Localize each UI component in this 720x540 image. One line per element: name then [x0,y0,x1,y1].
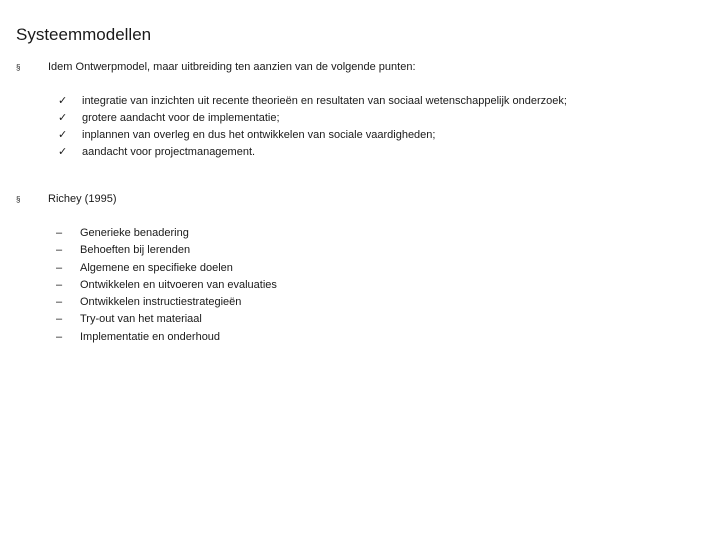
list-item [56,277,656,294]
list-item-text: inplannen van overleg en dus het ontwikkelen van sociale vaardigheden; [82,129,436,141]
list-item [56,242,656,259]
list-item-text: Implementatie en onderhoud [80,330,221,343]
list-item-text: Generieke benadering [80,227,189,239]
bullet-text: Idem Ontwerpmodel, maar uitbreiding ten aanzien van de volgende punten: [48,61,416,73]
list-item-text: grotere aandacht voor de implementatie; [82,112,280,124]
dash-icon: – [56,227,63,239]
dash-icon: – [56,278,63,291]
list-item [56,260,656,277]
dash-icon: – [56,296,63,309]
list-item [58,144,698,161]
list-item [58,127,698,144]
list-item-text: Try-out van het materiaal [80,313,202,326]
dash-icon: – [56,330,63,343]
square-bullet-icon: § [16,63,21,72]
list-item [56,329,656,346]
checkmark-icon: ✓ [58,112,68,124]
list-item-text: Algemene en specifieke doelen [80,261,233,274]
dash-icon: – [56,313,63,326]
list-item-text: Ontwikkelen en uitvoeren van evaluaties [80,278,277,291]
list-item-text: integratie van inzichten uit recente theorieën en resultaten van sociaal wetenschappelijk onderzoek; [82,95,567,107]
checkmark-icon: ✓ [58,146,68,158]
list-item-text: aandacht voor projectmanagement. [82,146,256,158]
checkmark-list [58,93,698,161]
bullet-text: Richey (1995) [48,193,117,205]
dash-list [56,225,656,346]
slide-title: Systeemmodellen [16,25,152,44]
list-item-text: Behoeften bij lerenden [80,244,191,257]
checkmark-icon: ✓ [58,95,68,107]
square-bullet-icon: § [16,195,21,204]
checkmark-icon: ✓ [58,129,68,141]
list-item [56,294,656,311]
dash-icon: – [56,261,63,274]
list-item [58,93,698,110]
list-item [56,225,656,242]
list-item [56,311,656,328]
list-item-text: Ontwikkelen instructiestrategieën [80,296,242,309]
dash-icon: – [56,244,63,257]
list-item [58,110,698,127]
